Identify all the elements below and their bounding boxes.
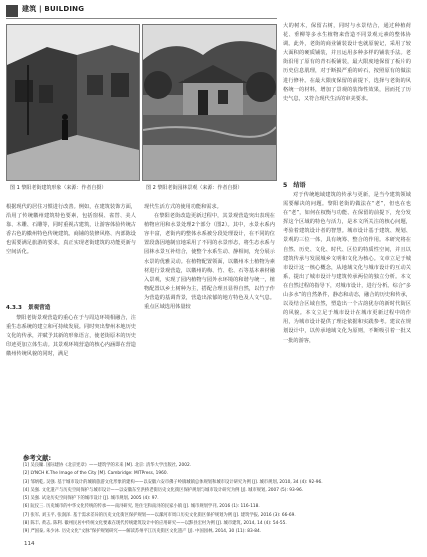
paragraph: 根据现代的居住习惯进行改善。例如，在建筑装饰方面，沿用了传统徽州建筑特色要素，包括窗棂、雀替、美人靠、木雕、石雕等，同时重视古建筑，让游客体验传统古香古色的徽州特色传统建筑。商铺的装修风格、内部陈设也需要满足旅游的要求，真正实现老街建筑的功能更新与空间活化。	[6, 204, 136, 256]
reference-item: [9] 严国泰, 朱少沐. 历史文化“文脉”保护规划研究——解读苏州平江历史街区文化遗产 [J]. 中国园林, 2014, 30 (11): 83-84.	[23, 529, 262, 535]
section-4-3-3-heading	[6, 303, 50, 311]
reference-item: [1] 吴良镛. 国际建协《北京宪章》——建筑学的未来 [M]. 北京: 清华大学出版社, 2002.	[23, 463, 192, 468]
figure-1-photo	[6, 24, 140, 181]
figure-2-caption: 图 2 黎阳老街园林景观（来源：作者自摄）	[146, 185, 243, 191]
paragraph: 现代生活方式的使用功能和需求。	[144, 204, 222, 210]
references-list	[23, 462, 411, 537]
section-number: 4.3.3	[6, 305, 22, 311]
right-column-upper	[283, 22, 411, 104]
figure-1-caption: 图 1 黎阳老街建筑形象（来源：作者自摄）	[10, 185, 107, 191]
page-number: 114	[24, 541, 35, 547]
references-heading: 参考文献:	[23, 454, 52, 462]
middle-column	[144, 203, 275, 312]
section-5-body	[283, 191, 411, 346]
header-divider	[6, 18, 277, 19]
section-5-heading	[283, 180, 306, 189]
section-title: 结语	[293, 182, 306, 189]
paragraph: 在黎阳老街改造更新过程中，其景观营造突出表现在植物应用和水景处理2个部分（图2）。其中，水景水系内容丰富，老街内的整体水系被分段处理设计，在不同的位置段落因地制宜地采用了不同的水景形态，将生态水系与园林水景互补结合，使整个水系生动、静相间，充分展示水景的优雅灵动。在植物配置领面，以徽州本土植物为素材进行景观营造，以徽州的梅、竹、松、石等基本素材融入景观，实现了园内植物与园外水环境的和谐与统一，植物配置以乡土树种为主，搭配合理且显得自然，以竹子作为营造的基调背景，营造出浓郁的地方特色及人文气息。重点区域选用体量较	[144, 213, 275, 311]
figure-2-photo	[142, 24, 277, 181]
reference-item: [7] 张军, 刘玉平, 张润泽. 基于需求差异的历史文化街区保护规划——以漯河市周口历史文化街区保护规划为例 [J]. 建筑学报, 2016 (3): 66-69.	[23, 512, 296, 518]
reference-item: [5] 吴强. 试论历史空间保护下的城市设计 [J]. 城市规划, 2005 (4): 97.	[23, 496, 159, 502]
reference-item: [2] LYNCH K.The Image of the City [M]. Cambridge: MITPress, 1960.	[23, 471, 168, 477]
header-marker	[6, 5, 18, 17]
reference-item: [8] 陈丰, 黄志, 陈利. 徽州民居中传统文化要素在现代传统建筑设计中的应用研究——以黟县宏村为例 [J]. 城市建筑, 2014, 14 (4): 54-55.	[23, 521, 287, 527]
paragraph: 黎阳老街景观营造的重心在于与周边环境相融合，注重生态系统的建立和可持续发展。同时突出黎州本地历史文化的传承，并赋予其新的形象语言，使老街原本的历史印迹更加立体生动。其景观环境营造的核心内涵即在营造徽州传统风貌的同时，满足	[6, 315, 136, 358]
section-4-3-3-body	[6, 314, 136, 359]
section-title: 景观营造	[27, 305, 51, 311]
reference-item: [3] 邹炳乾, 吴强. 基于城市设计的城镇旅游文化形象的建构——以安徽六安市佛子岭镇城镇总体规划和城市设计研究为例 [J]. 城市规划, 2010, 34 (4): 92-96.	[23, 479, 323, 485]
reference-item: [4] 吴强. 文化遗产与历史空间保护与城市设计——以安徽东至洪桥老街历史文化街区保护规划与城市设计研究为例 [J]. 城市规划, 2007 (5): 93-96.	[23, 487, 304, 493]
paragraph: 对于传统地域建筑的传承与更新，是当今建筑领域需要解决的问题。黎阳老街的做法在“老”，但也在也在“老”，如何在权衡与功能、在保留的前提下，充分发挥这个区域的特色与活力，是本文所关注的核心问题，考验着建筑设计者的智慧。城市设计基于建筑、规划、景观的三位一体，具有统筹、整合的作用。本研究将在自然、历史、文化、时代、区位的特质性空间，并且以建筑传承与发展城乡文明和文化为核心。文章立足于城市设计这一核心概念，从地域文化与城市设计的互动关系，提出了城市设计与建筑传承两位的独立分析。本文在自然过程的指导下，对城市设计，进行分析。综合“多山多水”的自然条件，静态和动态，融合的历史和传承，以及结合区域自然，塑造出一个古韵犹存的新时代街区的风貌。本文立足于城市设计在城市更新过程中的作用，为城市设计提供了理论依据和实践参考。建议在规划设计中，以传承地域文化为原则，不断吸引着一批又一批的游客，	[283, 192, 411, 344]
running-header: 建筑 | BUILDING	[22, 5, 85, 13]
section-number: 5	[283, 182, 288, 189]
paragraph: 大的树木，保留古树，同时与水景结合，通过种植荷花、垂柳等多水生植物来营造不同景观元素的整体协调。此外，老街的商业铺装设计也就原貌记，采用了较大面积的硬质铺装，并且运用多种多样的铺装手法。老街沿用了原有的青石板铺装，最大限度地保留了板片的历史信息肌理，对于断损严重的砖石，按照原有的做法进行修补。在最大限度保留的前提下，选择与老街的风格统一的材料，增加了景观的装饰性效果，因而托了历史气息，又符合现代生活的审美要求。	[283, 23, 411, 102]
reference-item: [6] 阮仪三. 历史城市的中华文化传统的传承——南浔研究, 进住宅和南浔的民家小镇 [J]. 城市规划学刊, 2016 (1): 116-118.	[23, 504, 260, 510]
left-column	[6, 203, 136, 258]
